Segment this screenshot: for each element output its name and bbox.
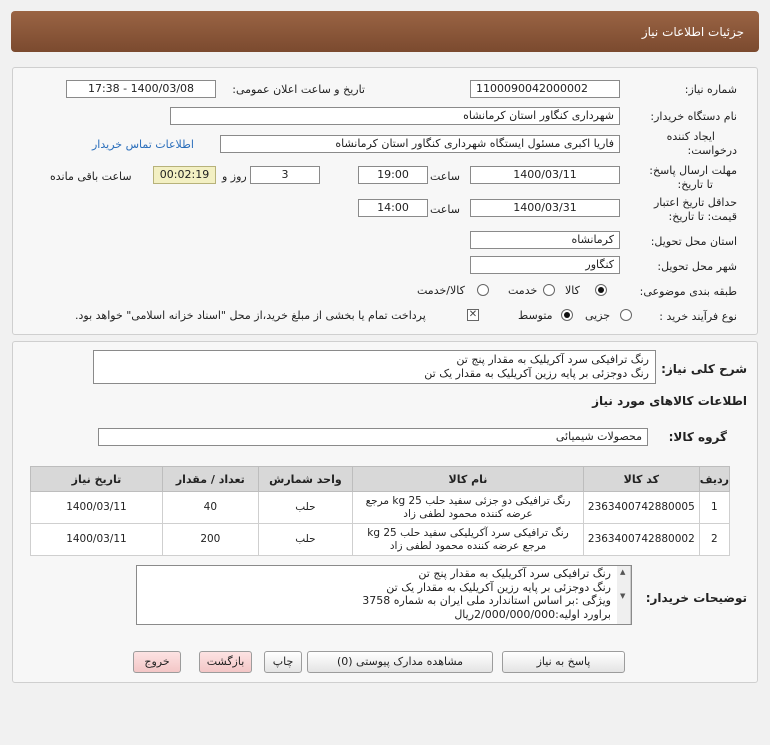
row-index: 2 xyxy=(699,524,729,556)
attachments-button[interactable]: مشاهده مدارک پیوستی (0) xyxy=(307,651,493,673)
row-name: رنگ ترافیکی سرد آکریلیکی سفید حلب kg 25 مرجع عرضه کننده محمود لطفی زاد xyxy=(353,524,584,556)
deadline-time-label: ساعت xyxy=(430,170,460,183)
page-header xyxy=(11,11,759,52)
city-field: کنگاور xyxy=(470,256,620,274)
day-label: روز و xyxy=(222,170,247,183)
items-table-header xyxy=(31,467,730,492)
goods-group-field: محصولات شیمیائی xyxy=(98,428,648,446)
process-option-medium: متوسط xyxy=(518,309,553,322)
print-button[interactable]: چاپ xyxy=(264,651,302,673)
category-option-goods-service: کالا/خدمت xyxy=(417,284,465,297)
col-code: کد کالا xyxy=(583,467,699,492)
row-qty: 40 xyxy=(162,492,258,524)
validity-time-field: 14:00 xyxy=(358,199,428,217)
buyer-notes-label: توضیحات خریدار: xyxy=(645,591,747,605)
category-label: طبقه بندی موضوعی: xyxy=(639,285,737,298)
description-line-2: رنگ دوجزئی بر پایه رزین آکریلیک به مقدار یک تن xyxy=(424,367,649,380)
row-date: 1400/03/11 xyxy=(31,524,163,556)
remaining-timer: 00:02:19 xyxy=(153,166,216,184)
category-radio-goods-service[interactable] xyxy=(477,284,489,296)
table-row[interactable] xyxy=(31,492,730,524)
validity-time-label: ساعت xyxy=(430,203,460,216)
buyer-notes-scrollbar[interactable] xyxy=(617,566,631,624)
back-button[interactable]: بازگشت xyxy=(199,651,252,673)
validity-label-1: حداقل تاریخ اعتبار xyxy=(653,196,737,209)
days-field: 3 xyxy=(250,166,320,184)
row-name: رنگ ترافیکی دو جزئی سفید حلب kg 25 مرجع عرضه کننده محمود لطفی زاد xyxy=(353,492,584,524)
goods-section-title: اطلاعات کالاهای مورد نیاز xyxy=(592,394,747,408)
col-name: نام کالا xyxy=(353,467,584,492)
scroll-down-icon[interactable]: ▼ xyxy=(620,592,626,600)
province-field: کرمانشاه xyxy=(470,231,620,249)
description-line-1: رنگ ترافیکی سرد آکریلیک به مقدار پنج تن xyxy=(456,353,649,366)
process-radio-minor[interactable] xyxy=(620,309,632,321)
deadline-date-field: 1400/03/11 xyxy=(470,166,620,184)
row-index: 1 xyxy=(699,492,729,524)
requester-label-1: ایجاد کننده xyxy=(666,130,715,143)
city-label: شهر محل تحویل: xyxy=(657,260,737,273)
remaining-label: ساعت باقی مانده xyxy=(50,170,132,183)
deadline-label-1: مهلت ارسال پاسخ: xyxy=(649,164,737,177)
row-unit: حلب xyxy=(258,492,352,524)
requester-label-2: درخواست: xyxy=(687,144,737,157)
buyer-notes-line-4: براورد اولیه:2/000/000/000ریال xyxy=(454,607,611,621)
col-index: ردیف xyxy=(699,467,729,492)
buyer-notes-line-3: ویژگی :بر اساس استاندارد ملی ایران به شماره 3758 xyxy=(362,594,611,607)
row-qty: 200 xyxy=(162,524,258,556)
announce-field: 1400/03/08 - 17:38 xyxy=(66,80,216,98)
page-title: جزئیات اطلاعات نیاز xyxy=(641,25,744,39)
need-number-label: شماره نیاز: xyxy=(684,83,737,96)
need-number-field: 1100090042000002 xyxy=(470,80,620,98)
scroll-up-icon[interactable]: ▲ xyxy=(620,568,626,576)
items-table xyxy=(30,466,730,556)
deadline-time-field: 19:00 xyxy=(358,166,428,184)
process-label: نوع فرآیند خرید : xyxy=(659,310,737,323)
contact-info-link[interactable]: اطلاعات تماس خریدار xyxy=(92,138,194,151)
category-radio-goods[interactable] xyxy=(595,284,607,296)
category-option-goods: کالا xyxy=(565,284,580,297)
reply-button[interactable]: پاسخ به نیاز xyxy=(502,651,625,673)
buyer-org-field: شهرداری کنگاور استان کرمانشاه xyxy=(170,107,620,125)
items-table-wrap xyxy=(30,466,730,556)
announce-label: تاریخ و ساعت اعلان عمومی: xyxy=(232,83,365,96)
deadline-label-2: تا تاریخ: xyxy=(677,178,713,191)
category-option-service: خدمت xyxy=(508,284,538,297)
description-label: شرح کلی نیاز: xyxy=(661,362,747,376)
buyer-notes-line-1: رنگ ترافیکی سرد آکریلیک به مقدار پنج تن xyxy=(418,567,611,580)
row-code: 2363400742880005 xyxy=(583,492,699,524)
category-radio-service[interactable] xyxy=(543,284,555,296)
treasury-payment-note: پرداخت تمام یا بخشی از مبلغ خرید،از محل "اسناد خزانه اسلامی" خواهد بود. xyxy=(75,309,426,322)
buyer-notes-text xyxy=(137,566,617,624)
province-label: استان محل تحویل: xyxy=(650,235,737,248)
process-option-minor: جزیی xyxy=(585,309,611,322)
col-unit: واحد شمارش xyxy=(258,467,352,492)
exit-button[interactable]: خروج xyxy=(133,651,181,673)
treasury-payment-checkbox[interactable]: ✕ xyxy=(468,309,478,320)
col-date: تاریخ نیاز xyxy=(31,467,163,492)
description-box xyxy=(93,350,656,384)
process-radio-medium[interactable] xyxy=(561,309,573,321)
buyer-notes-box[interactable] xyxy=(136,565,632,625)
table-row[interactable] xyxy=(31,524,730,556)
col-qty: تعداد / مقدار xyxy=(162,467,258,492)
row-code: 2363400742880002 xyxy=(583,524,699,556)
goods-group-label: گروه کالا: xyxy=(668,430,727,444)
validity-label-2: قیمت: تا تاریخ: xyxy=(668,210,737,223)
requester-field: فاریا اکبری مسئول ایستگاه شهرداری کنگاور استان کرمانشاه xyxy=(220,135,620,153)
buyer-notes-line-2: رنگ دوجزئی بر پایه رزین آکریلیک به مقدار یک تن xyxy=(386,580,611,594)
validity-date-field: 1400/03/31 xyxy=(470,199,620,217)
row-unit: حلب xyxy=(258,524,352,556)
buyer-org-label: نام دستگاه خریدار: xyxy=(650,110,737,123)
row-date: 1400/03/11 xyxy=(31,492,163,524)
